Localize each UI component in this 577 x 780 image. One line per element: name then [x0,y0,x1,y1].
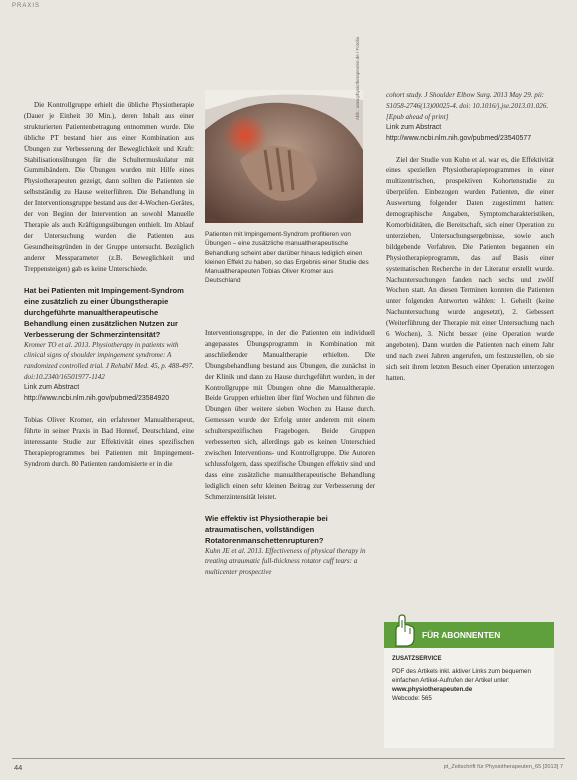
paragraph-control-group: Die Kontrollgruppe erhielt die übliche Physiotherapie (Dauer je Einheit 30 Min.), deren Inhalt aus einer strukturierten Patientenbetragung entnommen wurde. Die übliche PT bestand hier aus einer Kombination aus Übungen zur Verbesserung der Beweglichkeit und Kraft: Stabilisationsübungen für die Schultermuskulatur mit Gummibändern. Die Übungen wurden mit Hilfe eines Physiotherapeuten gezeigt, dann sollten die Patienten sie selbstständig zu Hause weiterführen. Die Behandlung in der Interventionsgruppe bestand aus der 4-Wochen-Gerätes, der von Beginn der Intervention an sowohl Manuelle Therapie als auch Kräftigungsübungen enthielt. Im Ablauf der Untersuchung wurden die Patienten aus Gesundheitsgründen in der Gruppe untersucht. Bezüglich anderer Messparameter (z.B. Beweglichkeit und Treppensteigen) gab es keine Unterschiede. [24,101,195,273]
column-left [24,100,194,469]
abstract-link-kromer[interactable]: Link zum Abstract http://www.ncbi.nlm.nih.gov/pubmed/23584920 [24,384,170,403]
shoulder-pain-photo [205,90,363,223]
subscriber-box-body: PDF des Artikels inkl. aktiver Links zum bequemen einfachen Artikel-Aufrufen der Artikel unter: [392,668,531,684]
paragraph-kuhn-study: Ziel der Studie von Kuhn et al. war es, die Effektivität eines speziellen Physiotherapieprogrammes in einer multizentrischen, prospektiven Kohortenstudie zu überprüfen. Einbezogen wurden Patienten, die einer Auswertung folgender Daten zugestimmt hatten: demographische Angaben, Symptomcharakteristiken, Komorbiditäten, die Bereitschaft, sich einer Operation zu unterziehen, Untersuchungsergebnisse, sowie auch bildgebende Verfahren. Die Patienten begannen ein Physiotherapieprogramm, das auf Basis einer systematischen Recherche in der Literatur erstellt wurde. Nachuntersuchungen fanden nach sechs und zwölf Wochen statt. An diesen Terminen konnten die Patienten unter folgenden Antworten wählen: 1. Geheilt (keine Nachuntersuchung wurde angesetzt), 2. Gebessert (Weiterführung der Therapie mit einer Untersuchung nach 6 Wochen), 3. Nicht besser (eine Operation wurde angeboten). Dann wurden die Patienten nach einem Jahr und nach zwei Jahren angerufen, um festzustellen, ob sie sich seit ihrem letzten Besuch einer Operation unterzogen hatten. [386,155,554,382]
subscriber-box-header [384,622,554,648]
subscriber-box-text [392,668,542,704]
question-heading-impingement: Hat bei Patienten mit Impingement-Syndrom eine zusätzlich zu einer Übungstherapie durchgeführte manualtherapeutische Behandlung einen zusätzlichen Nutzen zur Verbesserung der Schmerzintensität? [24,285,184,339]
reference-kromer: Kromer TO et al. 2013. Physiotherapy in patients with clinical signs of shoulder impingement syndrome: A randomized controlled trial. J Rehabil Med. 45, p. 488-497. doi:10.2340/16501977-1142 [24,340,194,382]
paragraph-intervention-group: Interventionsgruppe, in der die Patienten ein individuell angepasstes Übungsprogramm in Kombination mit anschließender Manualtherapie erhielten. Die Übungsbehandlung bestand aus Übungen, die zunächst in der Klinik und dann zu Hause durchgeführt wurden, in der Kontrollgruppe mit Übungen ohne die Manualtherapie. Beide Gruppen erhielten über fünf Wochen und führten die Übungen über weitere sieben Wochen zu Hause durch. Gemessen wurde der Erfolg unter anderem mit einem schulterspezifischen Fragebogen. Beide Gruppen verbesserten sich, allerdings gab es keinen Unterschied zwischen Interventions- und Kontrollgruppe. Die Autoren schlussfolgern, dass spezifische Übungen effektiv sind und dass eine zusätzliche manualtherapeutische Behandlung lediglich einen sehr kleinen Beitrag zur Verbesserung der Schmerzintensität leistet. [205,329,375,501]
reference-kuhn: Kuhn JE et al. 2013. Effectiveness of physical therapy in treating atraumatic full-thickness rotator cuff tears: a multicenter prospective [205,546,366,577]
photo-caption: Patienten mit Impingement-Syndrom profitieren von Übungen – eine zusätzliche manualtherapeutische Behandlung scheint aber darüber hinaus lediglich einen kleinen Effekt zu haben, so das Ergebnis einer Studie des Manualtherapeuten Tobias Oliver Kromer aus Deutschland [205,231,369,285]
subscriber-box-subtitle: ZUSATZSERVICE [392,656,442,662]
reference-kuhn-continued: cohort study. J Shoulder Elbow Surg. 2013 May 29. pii: S1058-2746(13)00025-4. doi: 10.1016/j.jse.2013.01.026. [Epub ahead of print] [386,91,549,121]
column-middle [205,328,375,578]
question-heading-rotator-cuff: Wie effektiv ist Physiotherapie bei atraumatischen, vollständigen Rotatorenmanschettenrupturen? [205,513,328,545]
subscriber-box [384,622,554,748]
page-number: 44 [14,763,23,772]
subscriber-box-url[interactable]: www.physiotherapeuten.de [392,685,473,693]
subscriber-box-title: FÜR ABONNENTEN [422,630,501,640]
column-right [386,90,554,384]
footer-divider [12,758,565,759]
hand-icon [390,612,418,648]
abstract-link-kuhn[interactable]: Link zum Abstract http://www.ncbi.nlm.nih.gov/pubmed/23540577 [386,123,532,142]
section-label: PRAXIS [12,3,41,9]
photo-credit: Abb.: www.physiotherapeuten.de / Fotolia [355,36,360,120]
paragraph-kromer-study: Tobias Oliver Kromer, ein erfahrener Manualtherapeut, führte in seiner Praxis in Bad Honnef, Deutschland, eine interessante Studie zur Effektivität eines spezifischen Therapieprogrammes bei Patienten mit Impingement-Syndrom durch. 80 Patienten randomisierte er in die [24,415,194,468]
subscriber-box-webcode: Webcode: 565 [392,694,432,702]
footer-publication: pt_Zeitschrift für Physiotherapeuten_65 [2013] 7 [443,764,563,770]
